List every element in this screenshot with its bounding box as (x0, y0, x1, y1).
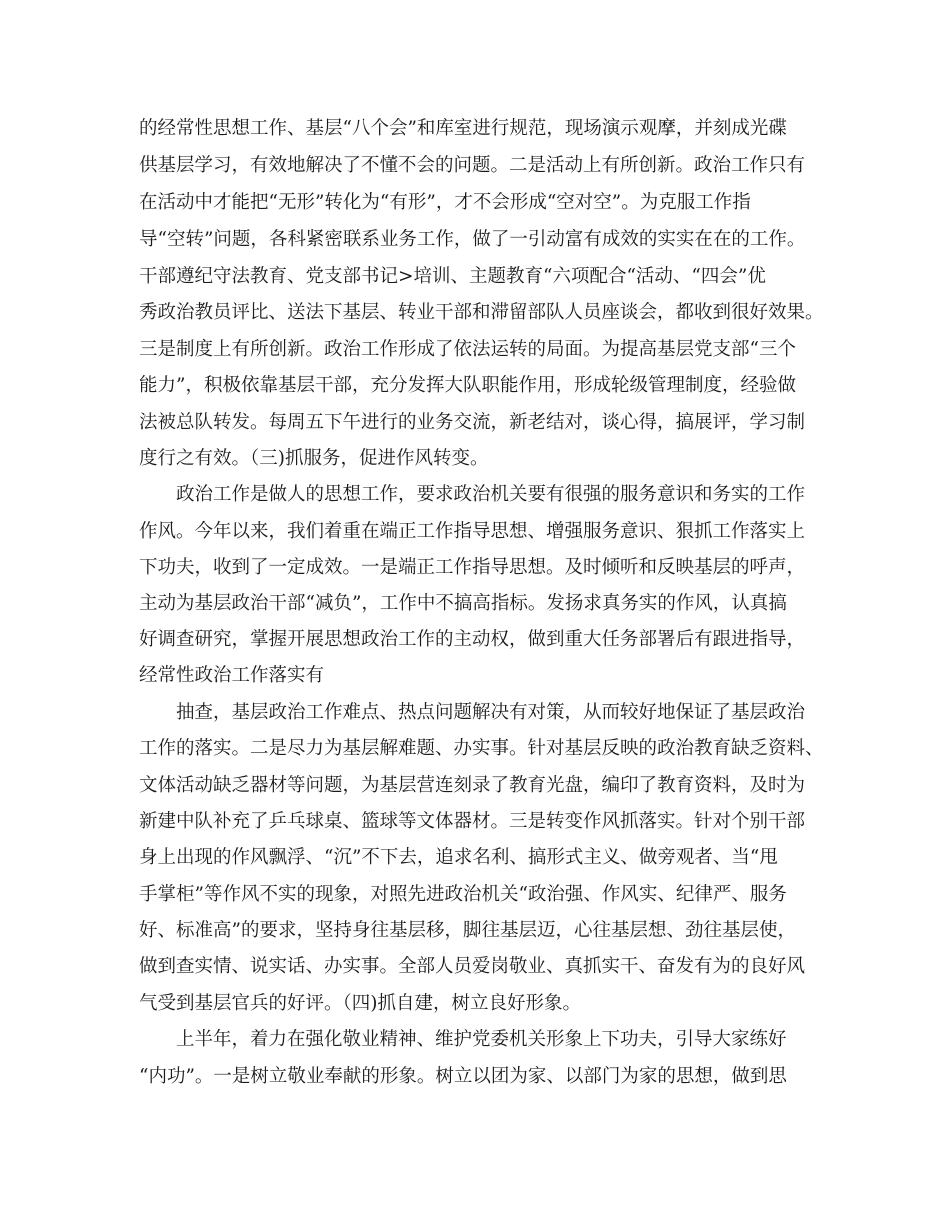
text-line: 做到查实情、说实话、办实事。全部人员爱岗敬业、真抓实干、奋发有为的良好风 (139, 956, 806, 977)
text-line: “内功”。一是树立敬业奉献的形象。树立以团为家、以部门为家的思想，做到思 (139, 1066, 787, 1087)
text-line: 上半年，着力在强化敬业精神、维护党委机关形象上下功夫，引导大家练好 (176, 1029, 787, 1050)
text-line: 新建中队补充了乒乓球桌、篮球等文体器材。三是转变作风抓落实。针对个别干部 (139, 811, 806, 832)
text-line: 法被总队转发。每周五下午进行的业务交流，新老结对，谈心得，搞展评，学习制 (139, 412, 806, 433)
text-line: 能力”，积极依靠基层干部，充分发挥大队职能作用，形成轮级管理制度，经验做 (139, 375, 796, 396)
text-line: 三是制度上有所创新。政治工作形成了依法运转的局面。为提高基层党支部“三个 (139, 339, 796, 360)
text-line: 下功夫，收到了一定成效。一是端正工作指导思想。及时倾听和反映基层的呼声， (139, 557, 806, 578)
text-line: 文体活动缺乏器材等问题，为基层营连刻录了教育光盘，编印了教育资料，及时为 (139, 775, 806, 796)
text-line: 度行之有效。（三)抓服务，促进作风转变。 (139, 448, 489, 469)
text-line: 手掌柜”等作风不实的现象，对照先进政治机关“政治强、作风实、纪律严、服务 (139, 884, 787, 905)
text-line: 作风。今年以来，我们着重在端正工作指导思想、增强服务意识、狠抓工作落实上 (139, 521, 806, 542)
text-line: 的经常性思想工作、基层“八个会”和库室进行规范，现场演示观摩，并刻成光碟 (139, 118, 787, 139)
text-line: 秀政治教员评比、送法下基层、转业干部和滞留部队人员座谈会，都收到很好效果。 (139, 302, 824, 323)
text-line: 供基层学习，有效地解决了不懂不会的问题。二是活动上有所创新。政治工作只有 (139, 155, 806, 176)
text-line: 干部遵纪守法教育、党支部书记>培训、主题教育“六项配合“活动、“四会”优 (139, 266, 766, 287)
text-line: 经常性政治工作落实有 (139, 665, 325, 686)
text-line: 工作的落实。二是尽力为基层解难题、办实事。针对基层反映的政治教育缺乏资料、 (139, 738, 824, 759)
text-line: 身上出现的作风飘浮、“沉”不下去，追求名利、搞形式主义、做旁观者、当“甩 (139, 847, 778, 868)
text-line: 气受到基层官兵的好评。（四)抓自建，树立良好形象。 (139, 993, 581, 1014)
text-line: 导“空转”问题，各科紧密联系业务工作，做了一引动富有成效的实实在在的工作。 (139, 229, 806, 250)
text-line: 抽查，基层政治工作难点、热点问题解决有对策，从而较好地保证了基层政治 (176, 702, 806, 723)
text-line: 好调查研究，掌握开展思想政治工作的主动权，做到重大任务部署后有跟进指导， (139, 629, 806, 650)
text-line: 政治工作是做人的思想工作，要求政治机关要有很强的服务意识和务实的工作 (176, 484, 806, 505)
text-line: 主动为基层政治干部“减负”，工作中不搞高指标。发扬求真务实的作风，认真搞 (139, 593, 787, 614)
text-line: 在活动中才能把“无形”转化为“有形”，才不会形成“空对空”。为克服工作指 (139, 192, 751, 213)
text-line: 好、标准高”的要求，坚持身往基层移，脚往基层迈，心往基层想、劲往基层使， (139, 920, 796, 941)
